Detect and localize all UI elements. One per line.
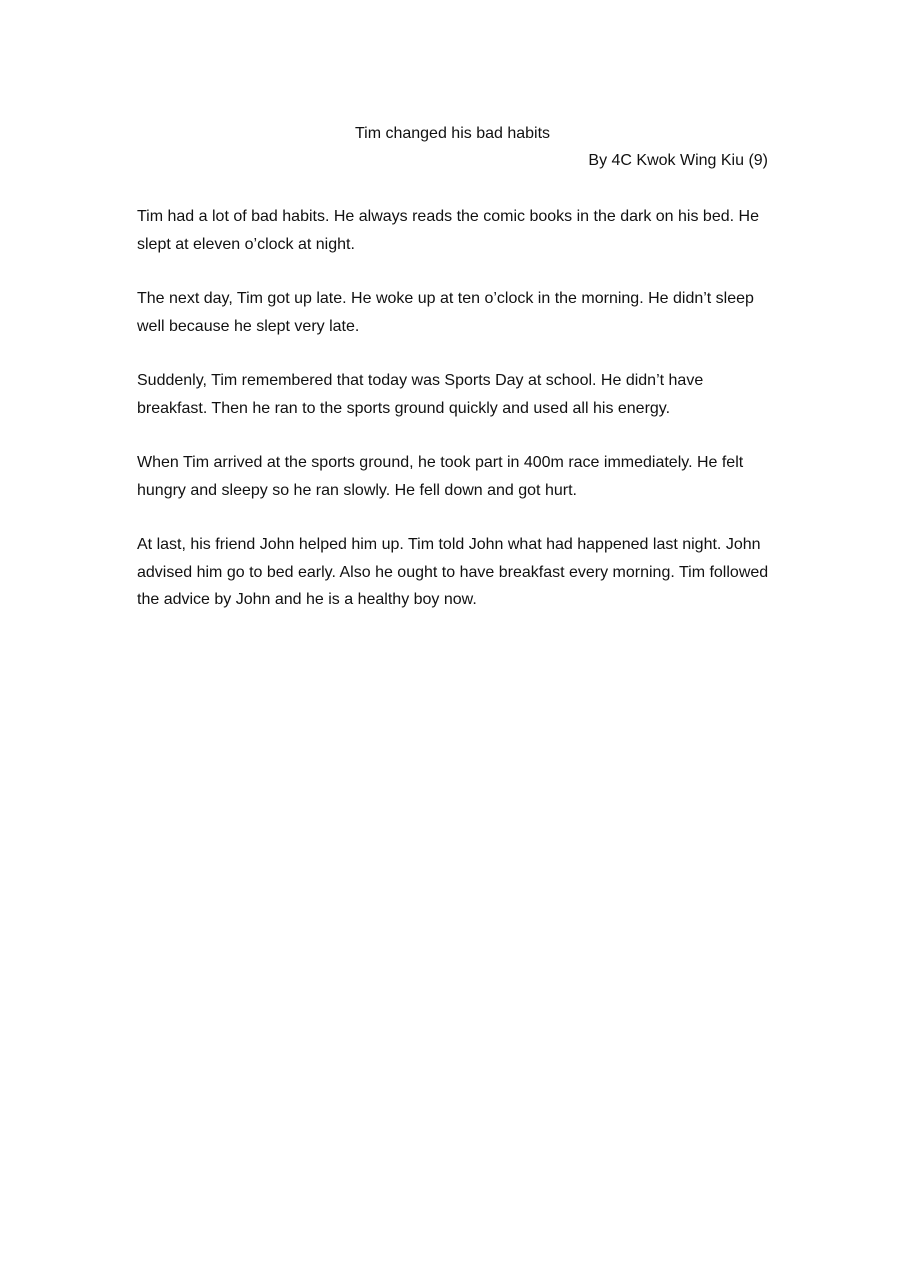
paragraph: The next day, Tim got up late. He woke up at ten o’clock in the morning. He didn’t sleep well because he slept very late. (137, 290, 754, 335)
paragraph: At last, his friend John helped him up. Tim told John what had happened last night. John advised him go to bed early. Also he ought to have breakfast every morning. Tim followed the advice by John and he is a healthy boy now. (137, 536, 769, 608)
paragraph: When Tim arrived at the sports ground, he took part in 400m race immediately. He felt hungry and sleepy so he ran slowly. He fell down and got hurt. (137, 454, 744, 499)
paragraph: Suddenly, Tim remembered that today was Sports Day at school. He didn’t have breakfast. Then he ran to the sports ground quickly and used all his energy. (137, 372, 704, 417)
document-title: Tim changed his bad habits (354, 125, 551, 142)
author-byline: By 4C Kwok Wing Kiu (9) (588, 152, 768, 169)
paragraph: Tim had a lot of bad habits. He always reads the comic books in the dark on his bed. He slept at eleven o’clock at night. (137, 208, 759, 253)
document-body (137, 203, 777, 641)
